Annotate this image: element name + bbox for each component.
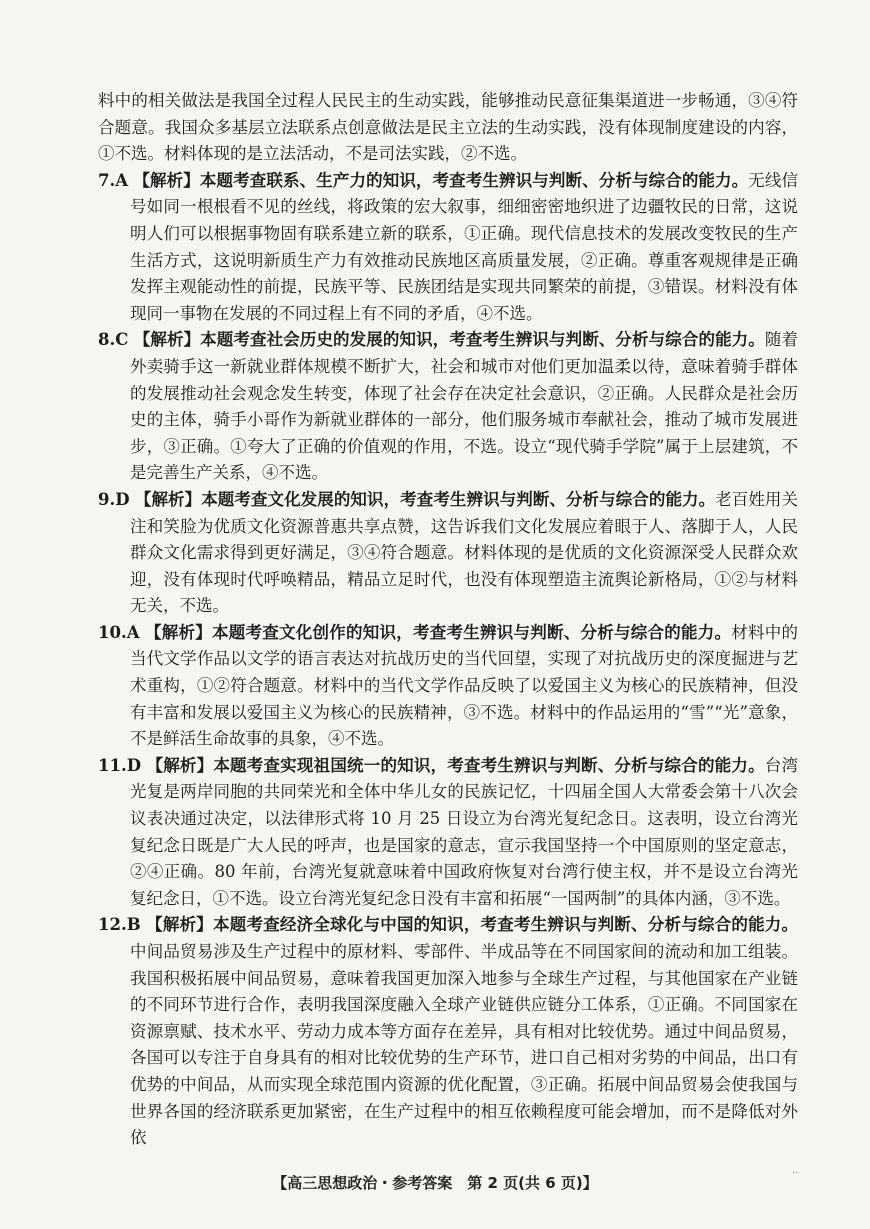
- answer-item: [98, 753, 798, 913]
- analysis-lead: 本题考查文化发展的知识，考查考生辨识与判断、分析与综合的能力。: [201, 489, 716, 509]
- analysis-tag: 【解析】: [146, 915, 214, 935]
- question-number: 9.: [98, 489, 116, 509]
- answer-list: [98, 168, 798, 1152]
- question-number: 10.: [98, 622, 127, 642]
- answer-letter: B: [126, 915, 141, 935]
- question-number: 11.: [98, 755, 127, 775]
- answer-letter: C: [115, 330, 129, 350]
- analysis-text: 老百姓用关注和笑脸为优质文化资源普惠共享点赞，这告诉我们文化发展应着眼于人、落脚于人，人民群众文化需求得到更好满足，③④符合题意。材料体现的是优质的文化资源深受人民群众欢迎，没有体现时代呼唤精品，精品立足时代，也没有体现塑造主流舆论新格局，①②与材料无关，不选。: [130, 489, 799, 616]
- analysis-tag: 【解析】: [145, 622, 213, 642]
- analysis-tag: 【解析】: [134, 489, 202, 509]
- analysis-lead: 本题考查社会历史的发展的知识，考查考生辨识与判断、分析与综合的能力。: [200, 330, 765, 350]
- answer-letter: A: [115, 170, 129, 190]
- question-number: 12.: [98, 915, 127, 935]
- answer-letter: D: [126, 755, 142, 775]
- analysis-text: 随着外卖骑手这一新就业群体规模不断扩大，社会和城市对他们更加温柔以待，意味着骑手群体的发展推动社会观念发生转变，体现了社会存在决定社会意识，②正确。人民群众是社会历史的主体，骑手小哥作为新就业群体的一部分，他们服务城市奉献社会，推动了城市发展进步，③正确。①夸大了正确的价值观的作用，不选。设立“现代骑手学院”属于上层建筑，不是完善生产关系，④不选。: [130, 330, 798, 483]
- intro-paragraph: 料中的相关做法是我国全过程人民民主的生动实践，能够推动民意征集渠道进一步畅通，③④符合题意。我国众多基层立法联系点创意做法是民主立法的生动实践，没有体现制度建设的内容，①不选。材料体现的是立法活动，不是司法实践，②不选。: [98, 91, 798, 164]
- analysis-lead: 本题考查经济全球化与中国的知识，考查考生辨识与判断、分析与综合的能力。: [213, 915, 799, 935]
- answer-letter: D: [115, 489, 130, 509]
- question-number: 8.: [98, 330, 116, 350]
- answer-letter: A: [126, 622, 140, 642]
- analysis-text: 中间品贸易涉及生产过程中的原材料、零部件、半成品等在不同国家间的流动和加工组装。我国积极拓展中间品贸易，意味着我国更加深入地参与全球生产过程，与其他国家在产业链的不同环节进行合作，表明我国深度融入全球产业链供应链分工体系，①正确。不同国家在资源禀赋、技术水平、劳动力成本等方面存在差异，具有相对比较优势。通过中间品贸易，各国可以专注于自身具有的相对比较优势的生产环节，进口自己相对劣势的中间品，出口有优势的中间品，从而实现全球范围内资源的优化配置，③正确。拓展中间品贸易会使我国与世界各国的经济联系更加紧密，在生产过程中的相互依赖程度可能会增加，而不是降低对外依: [130, 942, 798, 1148]
- answer-item: [98, 620, 798, 753]
- answer-item: [98, 168, 798, 328]
- answer-item: [98, 327, 798, 487]
- question-number: 7.: [98, 170, 116, 190]
- analysis-text: 台湾光复是两岸同胞的共同荣光和全体中华儿女的民族记忆，十四届全国人大常委会第十八次会议表决通过决定，以法律形式将 10 月 25 日设立为台湾光复纪念日。这表明，设立台湾光复纪念日既是广大人民的呼声，也是国家的意志，宣示我国坚持一个中国原则的坚定意志，②④正确。80 年前，台湾光复就意味着中国政府恢复对台湾行使主权，并不是设立台湾光复纪念日，①不选。设立台湾光复纪念日没有丰富和拓展“一国两制”的具体内涵，③不选。: [130, 755, 799, 908]
- analysis-text: 无线信号如同一根根看不见的丝线，将政策的宏大叙事，细细密密地织进了边疆牧民的日常，这说明人们可以根据事物固有联系建立新的联系，①正确。现代信息技术的发展改变牧民的生产生活方式，这说明新质生产力有效推动民族地区高质量发展，②正确。尊重客观规律是正确发挥主观能动性的前提，民族平等、民族团结是实现共同繁荣的前提，③错误。材料没有体现同一事物在发展的不同过程上有不同的矛盾，④不选。: [130, 170, 799, 323]
- corner-mark: ··: [792, 1168, 799, 1179]
- analysis-text: 材料中的当代文学作品以文学的语言表达对抗战历史的当代回望，实现了对抗战历史的深度掘进与艺术重构，①②符合题意。材料中的当代文学作品反映了以爱国主义为核心的民族精神，但没有丰富和发展以爱国主义为核心的民族精神，③不选。材料中的作品运用的“雪”“光”意象，不是鲜活生命故事的具象，④不选。: [130, 622, 799, 749]
- page-footer: 【高三思想政治・参考答案 第 2 页(共 6 页)】: [272, 1174, 598, 1192]
- analysis-lead: 本题考查文化创作的知识，考查考生辨识与判断、分析与综合的能力。: [212, 622, 732, 642]
- analysis-lead: 本题考查联系、生产力的知识，考查考生辨识与判断、分析与综合的能力。: [199, 170, 749, 190]
- analysis-tag: 【解析】: [133, 330, 201, 350]
- analysis-tag: 【解析】: [133, 170, 200, 190]
- answer-item: [98, 487, 798, 620]
- analysis-tag: 【解析】: [146, 755, 214, 775]
- answer-item: [98, 912, 798, 1151]
- answer-content: [98, 88, 798, 1152]
- analysis-lead: 本题考查实现祖国统一的知识，考查考生辨识与判断、分析与综合的能力。: [213, 755, 765, 775]
